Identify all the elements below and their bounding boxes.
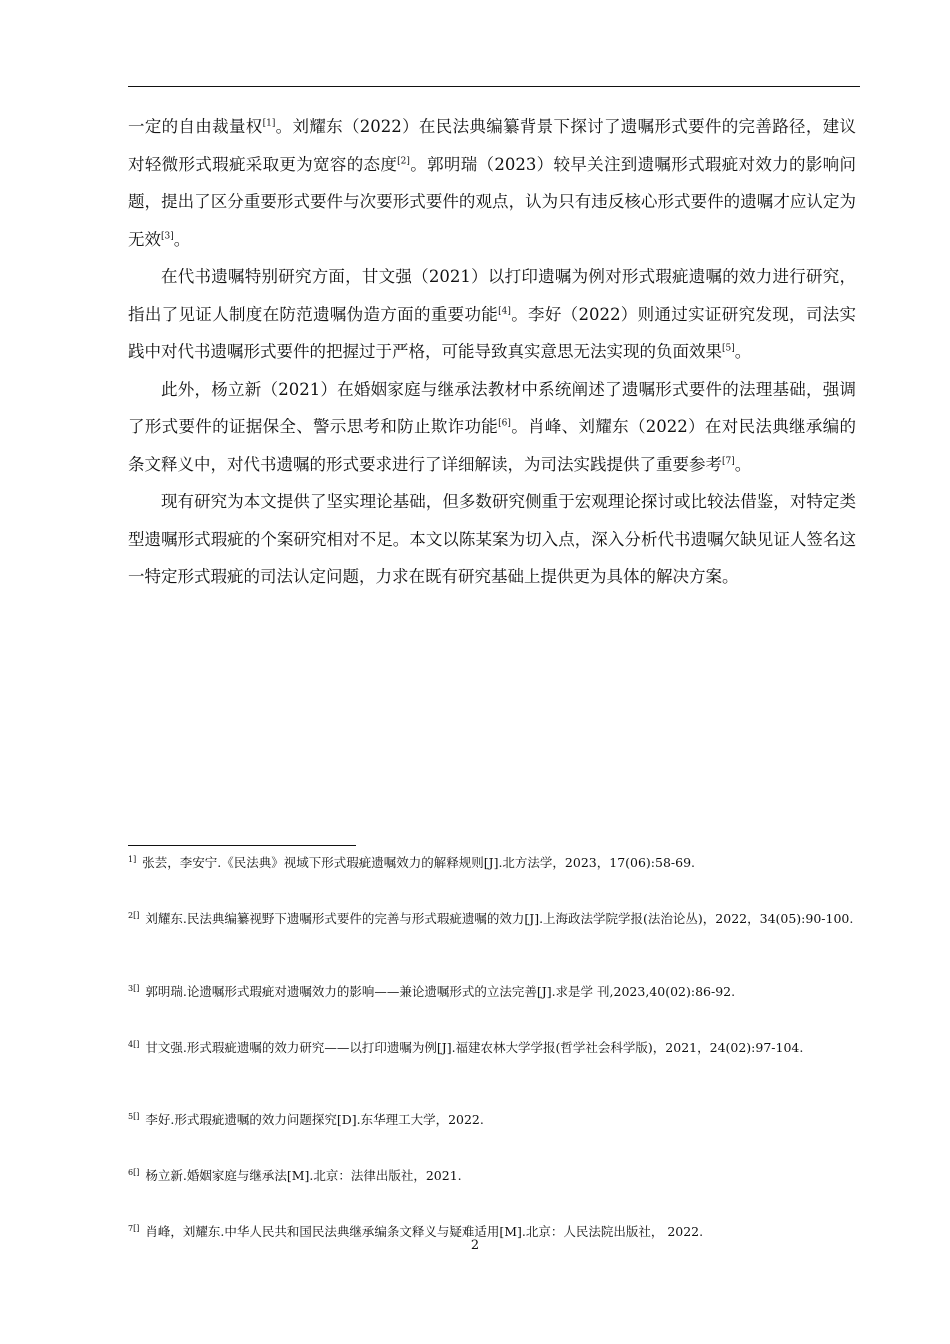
footnote-text: 郭明瑞.论遗嘱形式瑕疵对遗嘱效力的影响——兼论遗嘱形式的立法完善[J].求是学 刊,2023,40(02):86-92. xyxy=(145,984,736,999)
footnote-mark: 5[] xyxy=(128,1111,140,1121)
text-run: 。郭明瑞（2023）较早关注到遗嘱形式瑕疵对效力的影响问题，提出了区分重要形式要件与次要形式要件的观点，认为只有违反核心形式要件的遗嘱才应认定为无效 xyxy=(128,154,856,249)
header-rule xyxy=(128,86,860,87)
footnote-text: 杨立新.婚姻家庭与继承法[M].北京：法律出版社，2021. xyxy=(145,1168,462,1183)
citation-mark: [4] xyxy=(498,306,511,316)
text-run: 一定的自由裁量权 xyxy=(128,117,263,136)
page-number: 2 xyxy=(470,1238,480,1253)
text-run: 。肖峰、刘耀东（2022）在对民法典继承编的条文释义中，对代书遗嘱的形式要求进行了详细解读，为司法实践提供了重要参考 xyxy=(128,417,857,474)
text-run: 。 xyxy=(734,342,752,361)
text-run: 。刘耀东（2022）在民法典编纂背景下探讨了遗嘱形式要件的完善路径，建议对轻微形式瑕疵采取更为宽容的态度 xyxy=(128,117,856,174)
body-text xyxy=(128,108,856,596)
citation-mark: [6] xyxy=(498,418,511,429)
footnote-4 xyxy=(128,1038,856,1057)
footnote-text: 李好.形式瑕疵遗嘱的效力问题探究[D].东华理工大学，2022. xyxy=(145,1112,484,1127)
body-paragraph xyxy=(128,483,856,596)
citation-mark: [5] xyxy=(722,343,735,354)
footnote-1 xyxy=(128,853,856,872)
text-run: 。李好（2022）则通过实证研究发现，司法实践中对代书遗嘱形式要件的把握过于严格，可能导致真实意思无法实现的负面效果 xyxy=(128,304,857,361)
footnote-text: 张芸，李安宁.《民法典》视域下形式瑕疵遗嘱效力的解释规则[J].北方法学，2023，17(06):58-69. xyxy=(142,855,696,870)
footnote-text: 刘耀东.民法典编纂视野下遗嘱形式要件的完善与形式瑕疵遗嘱的效力[J].上海政法学院学报(法治论丛)，2022，34(05):90-100. xyxy=(145,911,854,926)
footnote-2 xyxy=(128,909,856,928)
footnote-separator xyxy=(128,845,356,846)
citation-mark: [7] xyxy=(722,456,735,466)
footnote-6 xyxy=(128,1166,856,1185)
citation-mark: [1] xyxy=(262,118,276,129)
text-run: 在代书遗嘱特别研究方面，甘文强（2021）以打印遗嘱为例对形式瑕疵遗嘱的效力进行研究，指出了见证人制度在防范遗嘱伪造方面的重要功能 xyxy=(128,267,856,324)
footnote-text: 肖峰，刘耀东.中华人民共和国民法典继承编条文释义与疑难适用[M].北京：人民法院出版社， 2022. xyxy=(145,1224,704,1239)
footnote-mark: 3[] xyxy=(128,983,140,993)
footnote-5 xyxy=(128,1110,856,1129)
text-run: 。 xyxy=(173,229,191,249)
footnote-text: 甘文强.形式瑕疵遗嘱的效力研究——以打印遗嘱为例[J].福建农林大学学报(哲学社会科学版)，2021，24(02):97-104. xyxy=(145,1040,804,1055)
citation-mark: [2] xyxy=(397,156,410,166)
text-run: 。 xyxy=(734,454,752,474)
footnote-mark: 1] xyxy=(128,854,137,864)
citation-mark: [3] xyxy=(161,231,174,241)
text-run: 此外，杨立新（2021）在婚姻家庭与继承法教材中系统阐述了遗嘱形式要件的法理基础，强调了形式要件的证据保全、警示思考和防止欺诈功能 xyxy=(128,379,856,436)
body-paragraph xyxy=(128,258,856,371)
footnote-mark: 4[] xyxy=(128,1039,140,1049)
text-run: 现有研究为本文提供了坚实理论基础，但多数研究侧重于宏观理论探讨或比较法借鉴，对特定类型遗嘱形式瑕疵的个案研究相对不足。本文以陈某案为切入点，深入分析代书遗嘱欠缺见证人签名这一特定形式瑕疵的司法认定问题，力求在既有研究基础上提供更为具体的解决方案。 xyxy=(128,492,856,586)
footnote-mark: 2[] xyxy=(128,910,140,920)
body-paragraph xyxy=(128,108,856,258)
body-paragraph xyxy=(128,371,856,484)
footnote-mark: 6[] xyxy=(128,1167,140,1177)
footnote-mark: 7[] xyxy=(128,1223,140,1233)
footnote-3 xyxy=(128,982,856,1001)
